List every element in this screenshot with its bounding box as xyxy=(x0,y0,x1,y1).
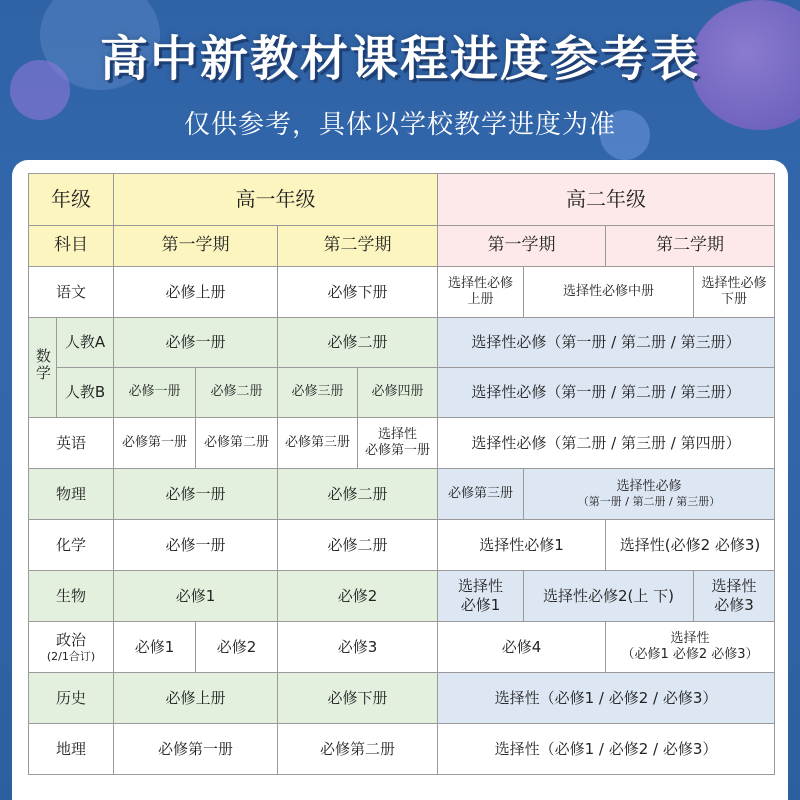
page-title: 高中新教材课程进度参考表 xyxy=(99,31,700,87)
table-cell xyxy=(438,571,524,622)
table-cell xyxy=(694,267,775,318)
table-cell: 必修第三册 xyxy=(438,469,524,520)
table-cell: 选择性必修1 xyxy=(438,520,606,571)
table-cell: 必修1 xyxy=(114,622,196,673)
table-cell: 必修2 xyxy=(278,571,438,622)
table-cell: 必修二册 xyxy=(278,520,438,571)
table-cell xyxy=(524,469,775,520)
grade1-header: 高一年级 xyxy=(114,174,438,226)
table-cell: 选择性必修（第一册 / 第二册 / 第三册） xyxy=(438,318,775,368)
table-cell: 必修第一册 xyxy=(114,724,278,775)
table-cell: 必修一册 xyxy=(114,469,278,520)
table-cell: 必修下册 xyxy=(278,673,438,724)
table-cell: 选择性必修（第一册 / 第二册 / 第三册） xyxy=(438,368,775,418)
table-cell: 选择性必修2(上 下) xyxy=(524,571,694,622)
cell-line: 必修3 xyxy=(714,596,754,614)
math-edition-b: 人教B xyxy=(57,368,114,418)
table-cell: 必修一册 xyxy=(114,368,196,418)
table-cell: 必修下册 xyxy=(278,267,438,318)
cell-line: 选择性必修 xyxy=(701,275,767,291)
g2-semester2: 第二学期 xyxy=(606,226,775,267)
cell-line: 下册 xyxy=(720,292,747,307)
table-row xyxy=(29,267,775,318)
table-cell: 选择性必修（第二册 / 第三册 / 第四册） xyxy=(438,418,775,469)
subject-chinese: 语文 xyxy=(29,267,114,318)
table-cell xyxy=(438,267,524,318)
cell-line: 选择性 xyxy=(457,577,503,596)
table-row xyxy=(29,418,775,469)
table-row xyxy=(29,318,775,368)
cell-line: 选择性 xyxy=(670,630,710,646)
cell-line: 选择性必修 xyxy=(616,479,682,494)
subject-chemistry: 化学 xyxy=(29,520,114,571)
table-row xyxy=(29,520,775,571)
table-cell xyxy=(358,418,438,469)
table-row xyxy=(29,724,775,775)
table-row xyxy=(29,469,775,520)
subject-politics xyxy=(29,622,114,673)
table-cell: 必修2 xyxy=(196,622,278,673)
table-row xyxy=(29,622,775,673)
table-cell: 必修三册 xyxy=(278,368,358,418)
grade-label: 年级 xyxy=(29,174,114,226)
g2-semester1: 第一学期 xyxy=(438,226,606,267)
cell-line: 必修1 xyxy=(460,596,501,614)
subject-biology: 生物 xyxy=(29,571,114,622)
cell-line: 必修第一册 xyxy=(364,443,430,458)
table-cell: 必修第一册 xyxy=(114,418,196,469)
table-cell: 必修四册 xyxy=(358,368,438,418)
subject-math-label: 数学 xyxy=(33,348,52,383)
subject-english: 英语 xyxy=(29,418,114,469)
table-cell xyxy=(694,571,775,622)
table-cell: 必修第三册 xyxy=(278,418,358,469)
math-edition-a: 人教A xyxy=(57,318,114,368)
cell-line: 选择性必修 xyxy=(447,275,513,291)
table-row xyxy=(29,368,775,418)
cell-line: 选择性 xyxy=(377,426,417,442)
subject-physics: 物理 xyxy=(29,469,114,520)
table-row xyxy=(29,673,775,724)
table-cell: 选择性(必修2 必修3) xyxy=(606,520,775,571)
table-cell: 必修二册 xyxy=(196,368,278,418)
cell-line: （必修1 必修2 必修3） xyxy=(621,647,759,662)
table-cell: 必修3 xyxy=(278,622,438,673)
table-cell: 选择性（必修1 / 必修2 / 必修3） xyxy=(438,673,775,724)
table-cell: 必修第二册 xyxy=(196,418,278,469)
schedule-table xyxy=(28,173,775,775)
table-cell: 必修第二册 xyxy=(278,724,438,775)
subject-math xyxy=(29,318,57,418)
table-cell: 必修一册 xyxy=(114,520,278,571)
table-cell: 必修二册 xyxy=(278,469,438,520)
cell-line: 上册 xyxy=(467,292,494,307)
table-cell: 必修上册 xyxy=(114,673,278,724)
table-row xyxy=(29,226,775,267)
table-cell: 必修一册 xyxy=(114,318,278,368)
subject-history: 历史 xyxy=(29,673,114,724)
page-subtitle: 仅供参考，具体以学校教学进度为准 xyxy=(183,110,616,140)
table-cell: 必修上册 xyxy=(114,267,278,318)
table-cell xyxy=(606,622,775,673)
subject-label: 科目 xyxy=(29,226,114,267)
g1-semester1: 第一学期 xyxy=(114,226,278,267)
table-row xyxy=(29,174,775,226)
subject-politics-label: 政治 xyxy=(55,630,86,649)
g1-semester2: 第二学期 xyxy=(278,226,438,267)
subject-geography: 地理 xyxy=(29,724,114,775)
table-row xyxy=(29,571,775,622)
table-cell: 选择性（必修1 / 必修2 / 必修3） xyxy=(438,724,775,775)
grade2-header: 高二年级 xyxy=(438,174,775,226)
table-cell: 必修二册 xyxy=(278,318,438,368)
table-cell: 必修1 xyxy=(114,571,278,622)
cell-line: 选择性 xyxy=(711,577,757,596)
cell-line: （第一册 / 第二册 / 第三册） xyxy=(577,495,721,509)
table-cell: 选择性必修中册 xyxy=(524,267,694,318)
subject-politics-note: (2/1合订) xyxy=(46,649,96,663)
table-cell: 必修4 xyxy=(438,622,606,673)
